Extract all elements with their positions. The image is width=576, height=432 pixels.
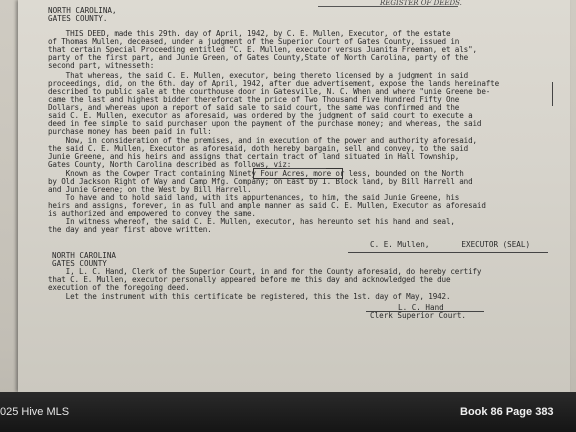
deed-line-9: Dollars, and whereas upon a report of said sale to said court, the same was confirmed and the (48, 103, 460, 112)
cert-line-2: execution of the foregoing deed. (48, 283, 190, 292)
deed-line-10: said C. E. Mullen, executor as aforesaid, was ordered by the judgment of said court to execute a (48, 111, 473, 120)
deed-line-5: That whereas, the said C. E. Mullen, executor, being thereto licensed by a judgment in said (48, 71, 469, 80)
book-page-label: Book 86 Page 383 (460, 406, 554, 418)
deed-line-2: that certain Special Proceeding entitled "C. E. Mullen, executor versus Juanita Freeman, et als", (48, 45, 477, 54)
deed-line-15: Junie Greene, and his heirs and assigns that certain tract of land situated in Hall Township, (48, 152, 460, 161)
deed-line-20: To have and to hold said land, with its appurtenances, to him, the said Junie Greene, his (48, 193, 460, 202)
deed-page (18, 0, 570, 392)
cert-header-county: GATES COUNTY (52, 259, 107, 268)
signature-line (348, 252, 548, 253)
clerk-title: Clerk Superior Court. (370, 311, 467, 320)
deed-line-16: Gates County, North Carolina described as follows, viz: (48, 160, 292, 169)
margin-bracket (546, 82, 553, 106)
clerk-signature-line (366, 311, 484, 312)
header-state: NORTH CAROLINA, (48, 6, 117, 15)
deed-line-7: described to public sale at the courthouse door in Gatesville, N. C. When and where "unie Greene be- (48, 87, 491, 96)
follows-underline (270, 168, 326, 169)
deed-line-22: is authorized and empowered to convey the same. (48, 209, 256, 218)
register-of-deeds-fragment: REGISTER OF DEEDS. (380, 0, 462, 7)
header-county: GATES COUNTY. (48, 14, 108, 23)
deed-line-0: THIS DEED, made this 29th. day of April, 1942, by C. E. Mullen, Executor, of the estate (48, 29, 451, 38)
deed-line-3: party of the first part, and Junie Green, of Gates County,State of North Carolina, party of the (48, 53, 469, 62)
cert-line-1: that C. E. Mullen, executor personally appeared before me this day and acknowledged the due (48, 275, 451, 284)
deed-line-13: Now, in consideration of the premises, and in execution of the power and authority aforesaid, (48, 136, 477, 145)
deed-line-23: In witness whereof, the said C. E. Mullen, executor, has hereunto set his hand and seal, (48, 217, 455, 226)
acreage-box (254, 169, 342, 178)
deed-line-11: deed in fee simple to said purchaser upon the payment of the purchase money; and whereas, the said (48, 119, 482, 128)
mls-watermark: 025 Hive MLS (0, 406, 70, 418)
deed-line-19: and Junie Greene; on the West by Bill Harrell. (48, 185, 252, 194)
clerk-name: L. C. Hand (398, 303, 444, 312)
cert-line-0: I, L. C. Hand, Clerk of the Superior Court, in and for the County aforesaid, do hereby certify (48, 267, 482, 276)
deed-line-24: the day and year first above written. (48, 225, 212, 234)
deed-line-17: Known as the Cowper Tract containing Ninety Four Acres, more or less, bounded on the North (48, 169, 464, 178)
deed-line-8: came the last and highest bidder thereforcat the price of Two Thousand Five Hundred Fifty One (48, 95, 460, 104)
deed-line-14: the said C. E. Mullen, Executor as aforesaid, doth hereby bargain, sell and convey, to the said (48, 144, 469, 153)
executor-signature: C. E. Mullen, EXECUTOR (SEAL) (370, 240, 531, 249)
cert-header-state: NORTH CAROLINA (52, 251, 117, 260)
deed-line-4: second part, witnesseth: (48, 61, 155, 70)
deed-line-6: proceedings, did, on the 6th. day of April, 1942, after due advertisement, expose the lands hereinafte (48, 79, 500, 88)
deed-line-21: heirs and assigns, forever, in as full and ample manner as said C. E. Mullen, Executor as aforesaid (48, 201, 486, 210)
deed-line-18: by Old Jackson Right of Way and Camp Mfg. Company; on East by I. Block land, by Bill Harrell and (48, 177, 473, 186)
cert-line-3: Let the instrument with this certificate be registered, this the 1st. day of May, 1942. (48, 292, 451, 301)
deed-line-1: of Thomas Mullen, deceased, under a judgment of the Superior Court of Gates County, issued in (48, 37, 460, 46)
deed-line-12: purchase money has been paid in full: (48, 127, 212, 136)
